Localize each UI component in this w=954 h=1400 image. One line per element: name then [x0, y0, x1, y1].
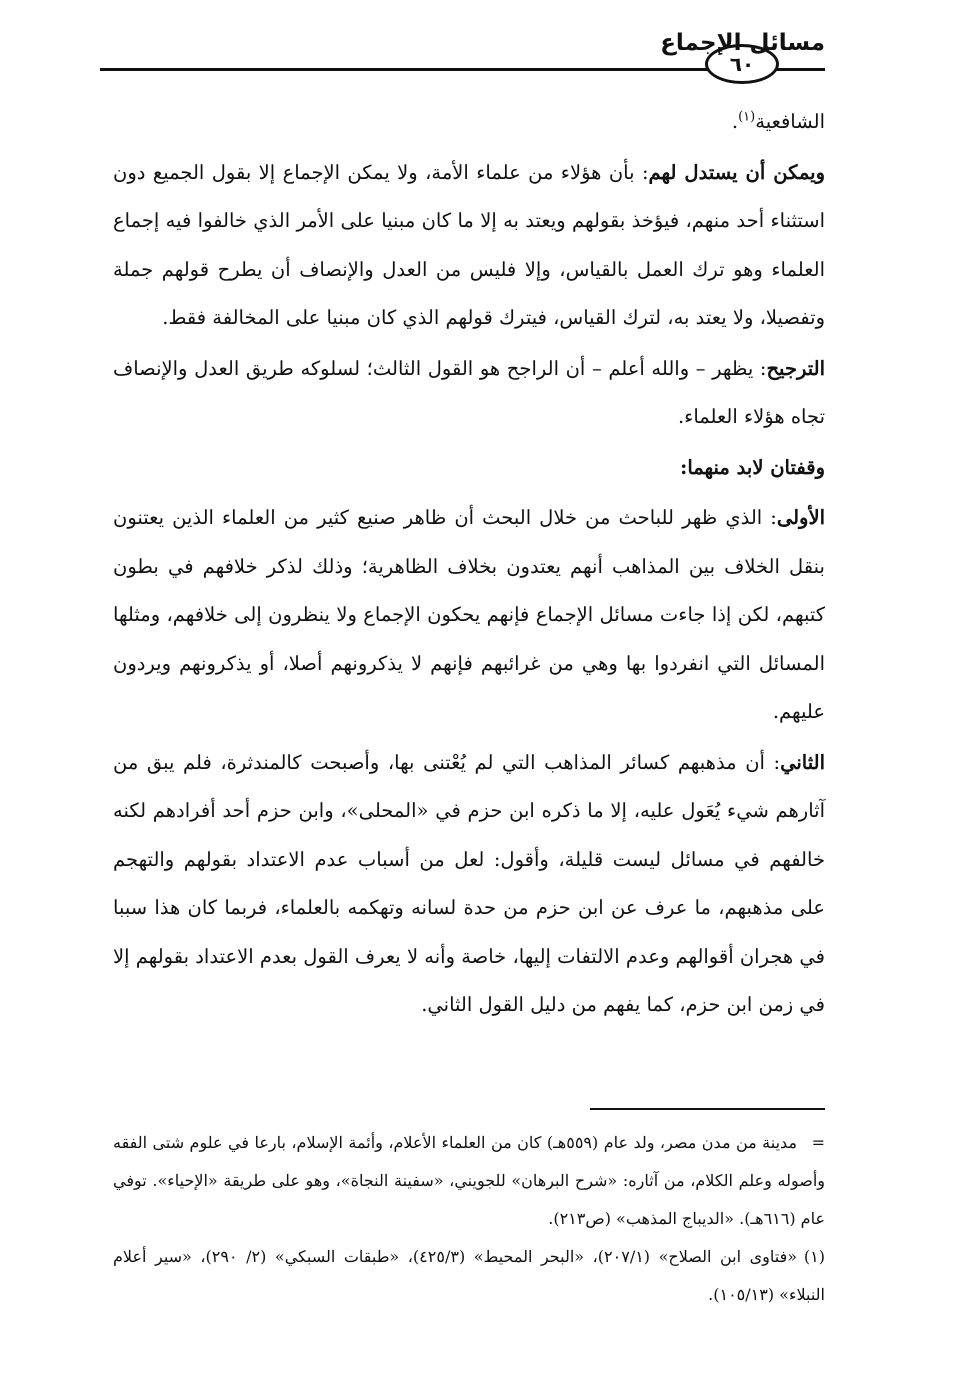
paragraph-text: الشافعية: [755, 110, 825, 133]
paragraph-text: : أن مذهبهم كسائر المذاهب التي لم يُعْتنى بها، وأصبحت كالمندثرة، فلم يبق من آثارهم شيء يُعَول عليه، إلا ما ذكره ابن حزم في «المحلى»، وابن حزم أحد أفرادهم لكنه خالفهم في مسائل ليست قليلة، وأقول: لعل من أسباب عدم الاعتداد بقولهم والتهجم على مذهبهم، ما عرف عن ابن حزم من حدة لسانه وتهكمه بالعلماء، فربما كان هذا سببا في هجران أقوالهم وعدم الالتفات إليها، خاصة وأنه لا يعرف القول بعدم الاعتداد بقولهم إلا في زمن ابن حزم، كما يفهم من دليل القول الثاني.: [113, 750, 825, 1016]
paragraph-text: : الذي ظهر للباحث من خلال البحث أن ظاهر صنيع كثير من العلماء الذين يعتنون بنقل الخلاف بين المذاهب أنهم يعتدون بخلاف الظاهرية؛ وذلك لذكر خلافهم في بطون كتبهم، لكن إذا جاءت مسائل الإجماع فإنهم يحكون الإجماع ولا ينظرون إلى خلافهم، ومثلها المسائل التي انفردوا بها وهي من غرائبهم فإنهم لا يذكرونهم أصلا، أو يذكرونهم ويردون عليهم.: [113, 506, 825, 723]
footnote-marker: =: [811, 1133, 826, 1152]
paragraph-text: : يظهر – والله أعلم – أن الراجح هو القول الثالث؛ لسلوكه طريق العدل والإنصاف تجاه هؤلاء العلماء.: [113, 356, 825, 428]
paragraph-lead: الترجيح: [766, 356, 825, 380]
section-heading-two-remarks: [113, 444, 825, 493]
running-header: [100, 22, 825, 84]
paragraph-text: : بأن هؤلاء من علماء الأمة، ولا يمكن الإجماع إلا بقول الجميع دون استثناء أحد منهم، فيؤخذ بقولهم ويعتد به إلا ما كان مبنيا على الأمر الذي خالفوا فيه إجماع العلماء وهو ترك العمل بالقياس، وإلا فليس من العدل والإنصاف أن يطرح قولهم جملة وتفصيلا، ولا يعتد به، لترك القياس، فيترك قولهم الذي كان مبنيا على المخالفة فقط.: [113, 160, 825, 329]
paragraph-end: .: [731, 110, 739, 133]
footnote-1: [113, 1238, 825, 1314]
paragraph-lead: الأولى: [776, 506, 825, 529]
footnote-marker: (١): [803, 1247, 826, 1266]
footnotes: [113, 1124, 825, 1314]
paragraph-first-remark: [113, 494, 825, 737]
paragraph-lead: ويمكن أن يستدل لهم: [648, 160, 825, 184]
footnote-text: «فتاوى ابن الصلاح» (٢٠٧/١)، «البحر المحيط» (٤٢٥/٣)، «طبقات السبكي» (٢/ ٢٩٠)، «سير أعلام النبلاء» (١٠٥/١٣).: [113, 1247, 825, 1304]
paragraph-lead: الثاني: [780, 750, 825, 774]
body-text: [113, 98, 825, 1030]
page-number: ٦٠: [729, 52, 755, 76]
paragraph-tarjih: [113, 345, 825, 442]
footnote-ref-1[interactable]: (١): [738, 109, 756, 125]
footnote-text: مدينة من مدن مصر، ولد عام (٥٥٩هـ) كان من العلماء الأعلام، وأئمة الإسلام، بارعا في علوم شتى الفقه وأصوله وعلم الكلام، من آثاره: «شرح البرهان» للجويني، «سفينة النجاة»، وهو على طريقة «الإحياء». توفي عام (٦١٦هـ). «الديباج المذهب» (ص٢١٣).: [113, 1133, 825, 1228]
section-heading-colon: :: [680, 455, 688, 479]
paragraph-shafiiyya: [113, 98, 825, 147]
paragraph-second-remark: [113, 739, 825, 1030]
paragraph-argument: [113, 149, 825, 343]
section-heading: وقفتان لابد منهما: [687, 455, 825, 479]
footnote-separator: [590, 1108, 825, 1110]
running-title: مسائل الإجماع: [660, 30, 825, 56]
footnote-continued: [113, 1124, 825, 1238]
